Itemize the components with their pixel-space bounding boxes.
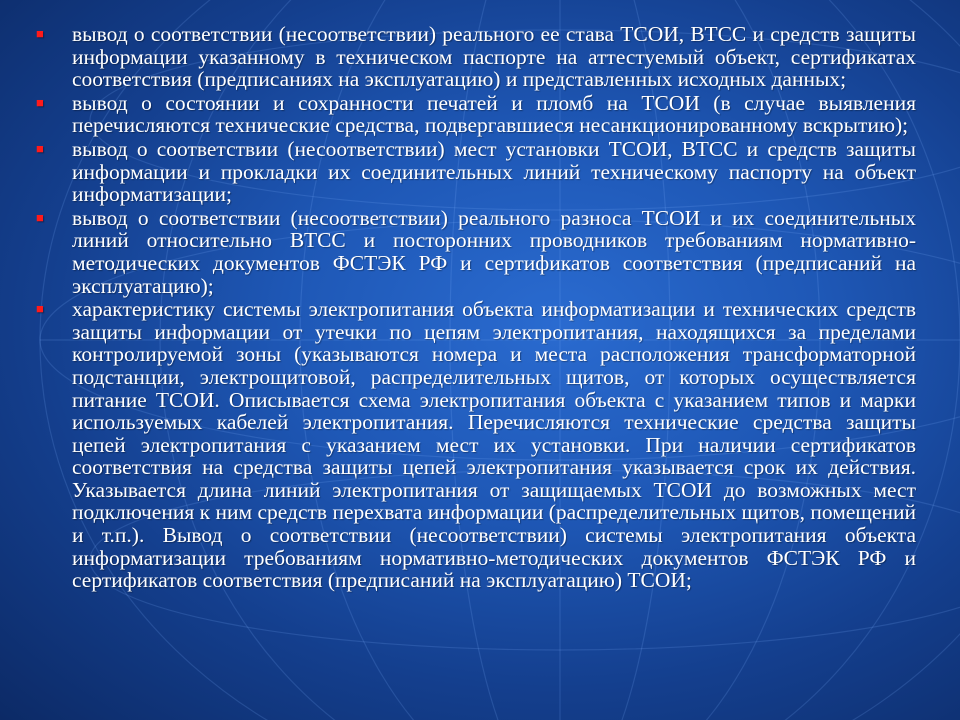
bullet-list [36,23,916,593]
bullet-marker-icon: ■ [36,301,44,317]
bullet-marker-icon: ■ [36,94,44,110]
bullet-marker-icon: ■ [36,140,44,156]
list-item [36,298,916,592]
list-item-text: вывод о соответствии (несоответствии) мест установки ТСОИ, ВТСС и средств защиты информации и прокладки их соединительных линий техническому паспорту на объект информатизации; [72,136,916,207]
list-item-text: вывод о соответствии (несоответствии) реального ее става ТСОИ, ВТСС и средств защиты информации указанному в техническом паспорте на аттестуемый объект, сертификатах соответствия (предписаниях на эксплуатацию) и представленных исходных данных; [72,22,916,92]
list-item [36,92,916,137]
list-item [36,138,916,206]
list-item-text: вывод о соответствии (несоответствии) реального разноса ТСОИ и их соединительных линий относительно ВТСС и посторонних проводников требованиям нормативно-методических документов ФСТЭК РФ и сертификатов соответствия (предписаний на эксплуатацию); [72,205,916,298]
bullet-marker-icon: ■ [36,209,44,225]
list-item [36,207,916,297]
list-item-text: вывод о состоянии и сохранности печатей и пломб на ТСОИ (в случае выявления перечисляются технические средства, подвергавшиеся несанкционированному вскрытию); [72,90,916,138]
bullet-marker-icon: ■ [36,26,44,41]
list-item [36,23,916,91]
list-item-text: характеристику системы электропитания объекта информатизации и технических средств защиты информации от утечки по цепям электропитания, находящихся за пределами контролируемой зоны (указываются номера и места расположения трансформаторной подстанции, электрощитовой, распределительных щитов, от которых осуществляется питание ТСОИ. Описывается схема электропитания объекта с указанием типов и марки используемых кабелей электропитания. Перечисляются технические средства защиты цепей электропитания с указанием мест их установки. При наличии сертификатов соответствия на средства защиты цепей электропитания указывается срок их действия. Указывается длина линий электропитания от защищаемых ТСОИ до возможных мест подключения к ним средств перехвата информации (распределительных щитов, помещений и т.п.). Вывод о соответствии (несоответствии) системы электропитания объекта информатизации требованиям нормативно-методических документов ФСТЭК РФ и сертификатов соответствия (предписаний на эксплуатацию) ТСОИ; [72,297,916,593]
